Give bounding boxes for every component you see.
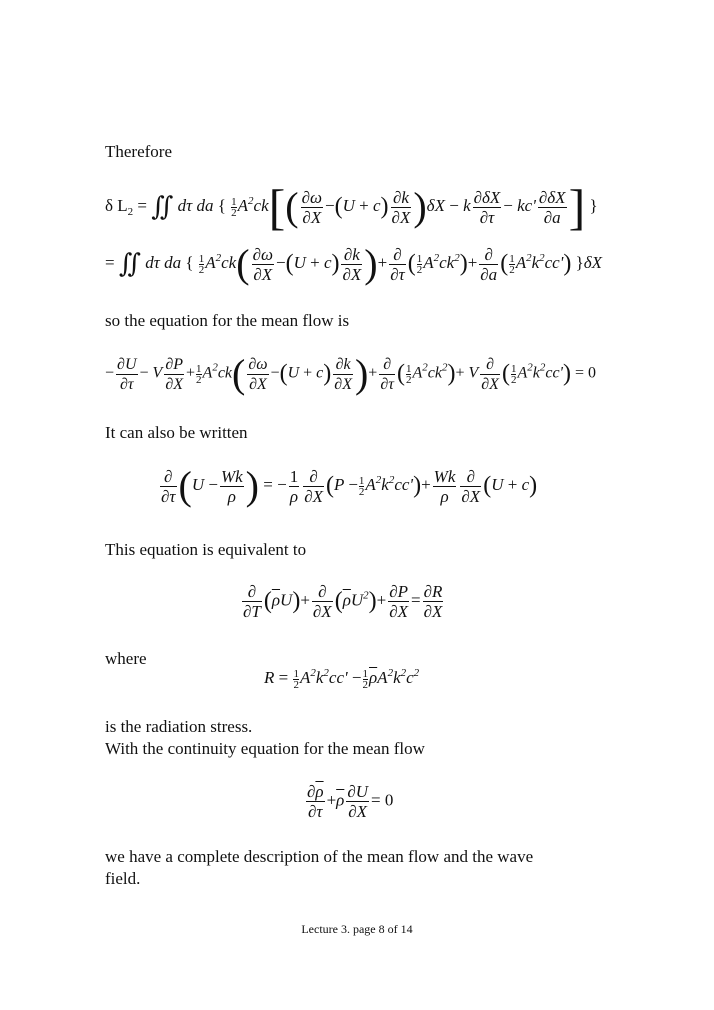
paragraph-mean-flow-intro: so the equation for the mean flow is	[105, 311, 350, 330]
equation-7: $\frac{\partial\overline{\rho}}{\partial\tau}$ $+\overline{\rho}$ $\frac{\partial U}{\partial X}$ = 0	[307, 782, 394, 821]
equation-1: δ $L_2$ = ∬ dτ da { $\frac{1}{2}$ $A^2ck$[( $\frac{\partial\omega}{\partial X}$ −(U + c) $\frac{\partial k}{\partial X}$ )δX − k $\frac{\partial\delta X}{\partial\tau}$ − kc' $\frac{\partial\delta X}{\partial a}$ ] }	[105, 179, 598, 235]
paragraph-radiation-stress: is the radiation stress.	[105, 717, 253, 736]
paragraph-where: where	[105, 649, 147, 668]
paragraph-equivalent: This equation is equivalent to	[105, 540, 307, 559]
paragraph-continuity-intro: With the continuity equation for the mean flow	[105, 739, 425, 758]
equation-6: R = $\frac{1}{2}$ $A^2k^2cc'$ − $\frac{1}{2}$ $\overline{\rho}A^2k^2c^2$	[264, 667, 420, 691]
page-footer: Lecture 3. page 8 of 14	[301, 922, 413, 936]
paragraph-also-written: It can also be written	[105, 423, 248, 442]
paragraph-conclusion-line-1: we have a complete description of the mean flow and the wave	[105, 847, 534, 866]
equation-5: $\frac{\partial}{\partial T}$ $(\overline{\rho}U)+$ $\frac{\partial}{\partial X}$ $(\overline{\rho}U^2)+$ $\frac{\partial P}{\partial X}$ = $\frac{\partial R}{\partial X}$	[243, 582, 443, 621]
paragraph-conclusion-line-2: field.	[105, 869, 141, 888]
equation-2: = ∬ dτ da { $\frac{1}{2}$ $A^2ck$( $\frac{\partial\omega}{\partial X}$ −(U + c) $\frac{\partial k}{\partial X}$ )+ $\frac{\partial}{\partial\tau}$ ( $\frac{1}{2}$ $A^2ck^2)+$ $\frac{\partial}{\partial a}$ ( $\frac{1}{2}$ $A^2k^2cc'$) }δX	[105, 241, 603, 286]
paragraph-therefore: Therefore	[105, 142, 173, 161]
equation-3: − $\frac{\partial U}{\partial\tau}$ − V $\frac{\partial P}{\partial X}$ + $\frac{1}{2}$ $A^2ck$( $\frac{\partial\omega}{\partial X}$ −(U + c) $\frac{\partial k}{\partial X}$ )+ $\frac{\partial}{\partial\tau}$ ( $\frac{1}{2}$ $A^2ck^2)+ V$ $\frac{\partial}{\partial X}$ ( $\frac{1}{2}$ $A^2k^2cc') = 0$	[105, 351, 596, 396]
equation-1-text	[0, 0, 1, 1]
equation-4: $\frac{\partial}{\partial\tau}$ (U − $\frac{Wk}{\rho}$ ) = − $\frac{1}{\rho}$ $\frac{\partial}{\partial X}$ (P − $\frac{1}{2}$ $A^2k^2cc')+$ $\frac{Wk}{\rho}$ $\frac{\partial}{\partial X}$ (U + c)	[161, 463, 538, 508]
